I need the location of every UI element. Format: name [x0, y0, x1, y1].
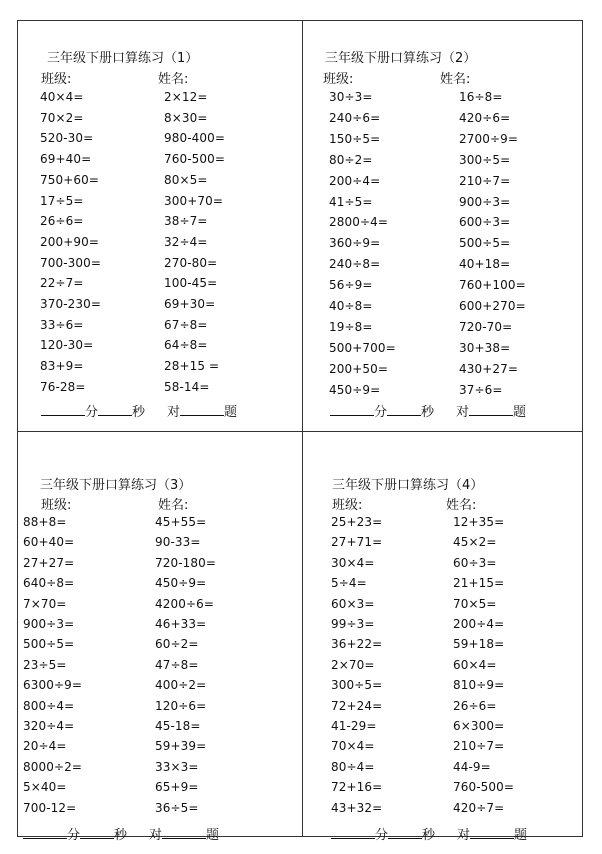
problem-item: 30+38= — [459, 340, 511, 355]
problem-item: 370-230= — [40, 297, 101, 311]
problem-item: 58-14= — [164, 379, 210, 394]
problem-item: 700-300= — [40, 255, 101, 270]
problem-item: 2×12= — [164, 90, 208, 104]
score-footer — [23, 824, 219, 843]
correct-label: 对 — [167, 405, 181, 420]
problem-item: 4200÷6= — [155, 596, 214, 611]
score-footer — [41, 401, 237, 420]
problem-item: 16÷8= — [459, 90, 503, 104]
problem-item: 36+22= — [331, 637, 383, 652]
problem-item: 60×4= — [453, 657, 497, 672]
answer-blank — [388, 826, 422, 839]
problem-item: 20÷4= — [23, 739, 67, 754]
problem-item: 240÷6= — [329, 110, 381, 125]
problem-item: 69+40= — [40, 152, 92, 167]
problem-item: 27+27= — [23, 555, 75, 570]
minutes-label: 分 — [85, 405, 99, 420]
problem-item: 6300÷9= — [23, 678, 82, 693]
problem-item: 300÷5= — [331, 678, 383, 693]
problem-item: 6×300= — [453, 719, 505, 733]
problem-item: 17÷5= — [40, 193, 84, 208]
problem-item: 600÷3= — [459, 215, 511, 230]
problem-item: 60+40= — [23, 535, 75, 550]
practice-sheet-4 — [304, 433, 586, 841]
problem-item: 500÷5= — [459, 236, 511, 251]
minutes-label: 分 — [67, 828, 81, 843]
answer-blank — [41, 403, 85, 416]
problem-item: 99÷3= — [331, 617, 375, 631]
problem-item: 270-80= — [164, 255, 218, 270]
problem-item: 720-70= — [459, 319, 513, 334]
name-label: 姓名: — [440, 72, 471, 87]
answer-blank — [387, 403, 421, 416]
problem-item: 520-30= — [40, 131, 94, 146]
problem-item: 450÷9= — [329, 382, 381, 397]
practice-sheet-2 — [304, 22, 586, 430]
problem-item: 72+16= — [331, 780, 383, 795]
problem-item: 30×4= — [331, 555, 375, 570]
name-label: 姓名: — [158, 498, 189, 513]
problem-item: 100-45= — [164, 276, 218, 291]
problem-item: 64÷8= — [164, 338, 208, 353]
problem-item: 40÷8= — [329, 299, 373, 313]
problem-item: 60×3= — [331, 596, 375, 611]
problem-item: 44-9= — [453, 759, 491, 774]
problem-item: 2×70= — [331, 657, 375, 672]
problem-item: 45×2= — [453, 535, 497, 550]
problem-item: 300÷5= — [459, 152, 511, 167]
seconds-label: 秒 — [422, 828, 436, 843]
class-label: 班级: — [332, 498, 363, 513]
answer-blank — [180, 403, 224, 416]
worksheet-grid — [17, 20, 583, 843]
problem-item: 40+18= — [459, 257, 511, 272]
problem-item: 150÷5= — [329, 131, 381, 146]
problem-item: 120-30= — [40, 338, 94, 353]
problem-item: 30÷3= — [329, 90, 373, 104]
questions-label: 题 — [206, 828, 220, 843]
problem-item: 26÷6= — [453, 698, 497, 713]
practice-sheet-1 — [19, 22, 301, 430]
problem-item: 600+270= — [459, 299, 526, 313]
problem-item: 810÷9= — [453, 678, 505, 693]
problem-item: 56÷9= — [329, 278, 373, 293]
answer-blank — [469, 403, 513, 416]
problem-item: 41÷5= — [329, 194, 373, 209]
problem-item: 32÷4= — [164, 234, 208, 249]
problem-item: 23÷5= — [23, 657, 67, 672]
seconds-label: 秒 — [421, 405, 435, 420]
problem-item: 240÷8= — [329, 257, 381, 272]
problem-item: 47÷8= — [155, 657, 199, 672]
problem-item: 5×40= — [23, 780, 67, 795]
problem-item: 980-400= — [164, 131, 225, 146]
problem-item: 2700÷9= — [459, 131, 518, 146]
problem-item: 38÷7= — [164, 214, 208, 229]
problem-item: 700-12= — [23, 800, 77, 815]
class-label: 班级: — [41, 72, 72, 87]
sheet-title: 三年级下册口算练习（1） — [47, 51, 199, 66]
name-label: 姓名: — [446, 498, 477, 513]
answer-blank — [331, 826, 375, 839]
problem-item: 420÷6= — [459, 110, 511, 125]
seconds-label: 秒 — [132, 405, 146, 420]
problem-item: 500÷5= — [23, 637, 75, 652]
problem-item: 26÷6= — [40, 214, 84, 229]
problem-item: 80÷2= — [329, 152, 373, 167]
problem-item: 59+39= — [155, 739, 207, 754]
answer-blank — [470, 826, 514, 839]
problem-item: 72+24= — [331, 698, 383, 713]
problem-item: 320÷4= — [23, 719, 75, 733]
minutes-label: 分 — [375, 828, 389, 843]
problem-item: 76-28= — [40, 379, 86, 394]
problem-item: 450÷9= — [155, 576, 207, 591]
problem-item: 8000÷2= — [23, 759, 82, 774]
problem-item: 45-18= — [155, 719, 201, 733]
problem-item: 28+15 = — [164, 359, 220, 374]
questions-label: 题 — [513, 405, 527, 420]
problem-item: 60÷3= — [453, 555, 497, 570]
problem-item: 420÷7= — [453, 800, 505, 815]
problem-item: 80÷4= — [331, 759, 375, 774]
problem-item: 33÷6= — [40, 317, 84, 332]
problem-item: 19÷8= — [329, 319, 373, 334]
name-label: 姓名: — [158, 72, 189, 87]
problem-item: 760-500= — [453, 780, 514, 795]
problem-item: 7×70= — [23, 596, 67, 611]
problem-item: 59+18= — [453, 637, 505, 652]
class-label: 班级: — [323, 72, 354, 87]
problem-item: 90-33= — [155, 535, 201, 550]
answer-blank — [162, 826, 206, 839]
problem-item: 900÷3= — [23, 617, 75, 631]
problem-item: 80×5= — [164, 172, 208, 187]
answer-blank — [80, 826, 114, 839]
problem-item: 67÷8= — [164, 317, 208, 332]
correct-label: 对 — [149, 828, 163, 843]
problem-item: 60÷2= — [155, 637, 199, 652]
problem-item: 720-180= — [155, 555, 216, 570]
problem-item: 120÷6= — [155, 698, 207, 713]
practice-sheet-3 — [19, 433, 301, 841]
problem-item: 360÷9= — [329, 236, 381, 251]
sheet-title: 三年级下册口算练习（2） — [325, 51, 477, 66]
sheet-title: 三年级下册口算练习（3） — [40, 478, 192, 493]
problem-item: 88+8= — [23, 515, 67, 529]
problem-item: 65+9= — [155, 780, 199, 795]
questions-label: 题 — [514, 828, 528, 843]
class-label: 班级: — [41, 498, 72, 513]
problem-item: 900÷3= — [459, 194, 511, 209]
problem-item: 45+55= — [155, 515, 207, 529]
score-footer — [330, 401, 526, 420]
problem-item: 500+700= — [329, 340, 396, 355]
problem-item: 400÷2= — [155, 678, 207, 693]
problem-item: 300+70= — [164, 193, 223, 208]
horizontal-divider — [18, 431, 582, 432]
problem-item: 5÷4= — [331, 576, 367, 591]
problem-item: 41-29= — [331, 719, 377, 733]
problem-item: 70×4= — [331, 739, 375, 754]
correct-label: 对 — [456, 405, 470, 420]
problem-item: 430+27= — [459, 361, 518, 376]
problem-item: 210÷7= — [459, 173, 511, 188]
score-footer — [331, 824, 527, 843]
problem-item: 200÷4= — [453, 617, 505, 631]
problem-item: 69+30= — [164, 297, 216, 311]
problem-item: 46+33= — [155, 617, 207, 631]
problem-item: 25+23= — [331, 515, 383, 529]
problem-item: 83+9= — [40, 359, 84, 374]
vertical-divider — [302, 21, 303, 836]
problem-item: 12+35= — [453, 515, 505, 529]
problem-item: 27+71= — [331, 535, 383, 550]
answer-blank — [330, 403, 374, 416]
problem-item: 2800÷4= — [329, 215, 388, 230]
problem-item: 22÷7= — [40, 276, 84, 291]
problem-item: 43+32= — [331, 800, 383, 815]
minutes-label: 分 — [374, 405, 388, 420]
problem-item: 640÷8= — [23, 576, 75, 591]
problem-item: 210÷7= — [453, 739, 505, 754]
questions-label: 题 — [224, 405, 238, 420]
problem-item: 33×3= — [155, 759, 199, 774]
problem-item: 40×4= — [40, 90, 84, 104]
problem-item: 8×30= — [164, 110, 208, 125]
problem-item: 200÷4= — [329, 173, 381, 188]
problem-item: 70×5= — [453, 596, 497, 611]
problem-item: 70×2= — [40, 110, 84, 125]
problem-item: 200+50= — [329, 361, 388, 376]
problem-item: 36÷5= — [155, 800, 199, 815]
seconds-label: 秒 — [114, 828, 128, 843]
answer-blank — [98, 403, 132, 416]
problem-item: 800÷4= — [23, 698, 75, 713]
problem-item: 760-500= — [164, 152, 225, 167]
correct-label: 对 — [457, 828, 471, 843]
problem-item: 200+90= — [40, 234, 99, 249]
problem-item: 37÷6= — [459, 382, 503, 397]
problem-item: 760+100= — [459, 278, 526, 293]
sheet-title: 三年级下册口算练习（4） — [332, 478, 484, 493]
problem-item: 21+15= — [453, 576, 505, 591]
problem-item: 750+60= — [40, 172, 99, 187]
answer-blank — [23, 826, 67, 839]
